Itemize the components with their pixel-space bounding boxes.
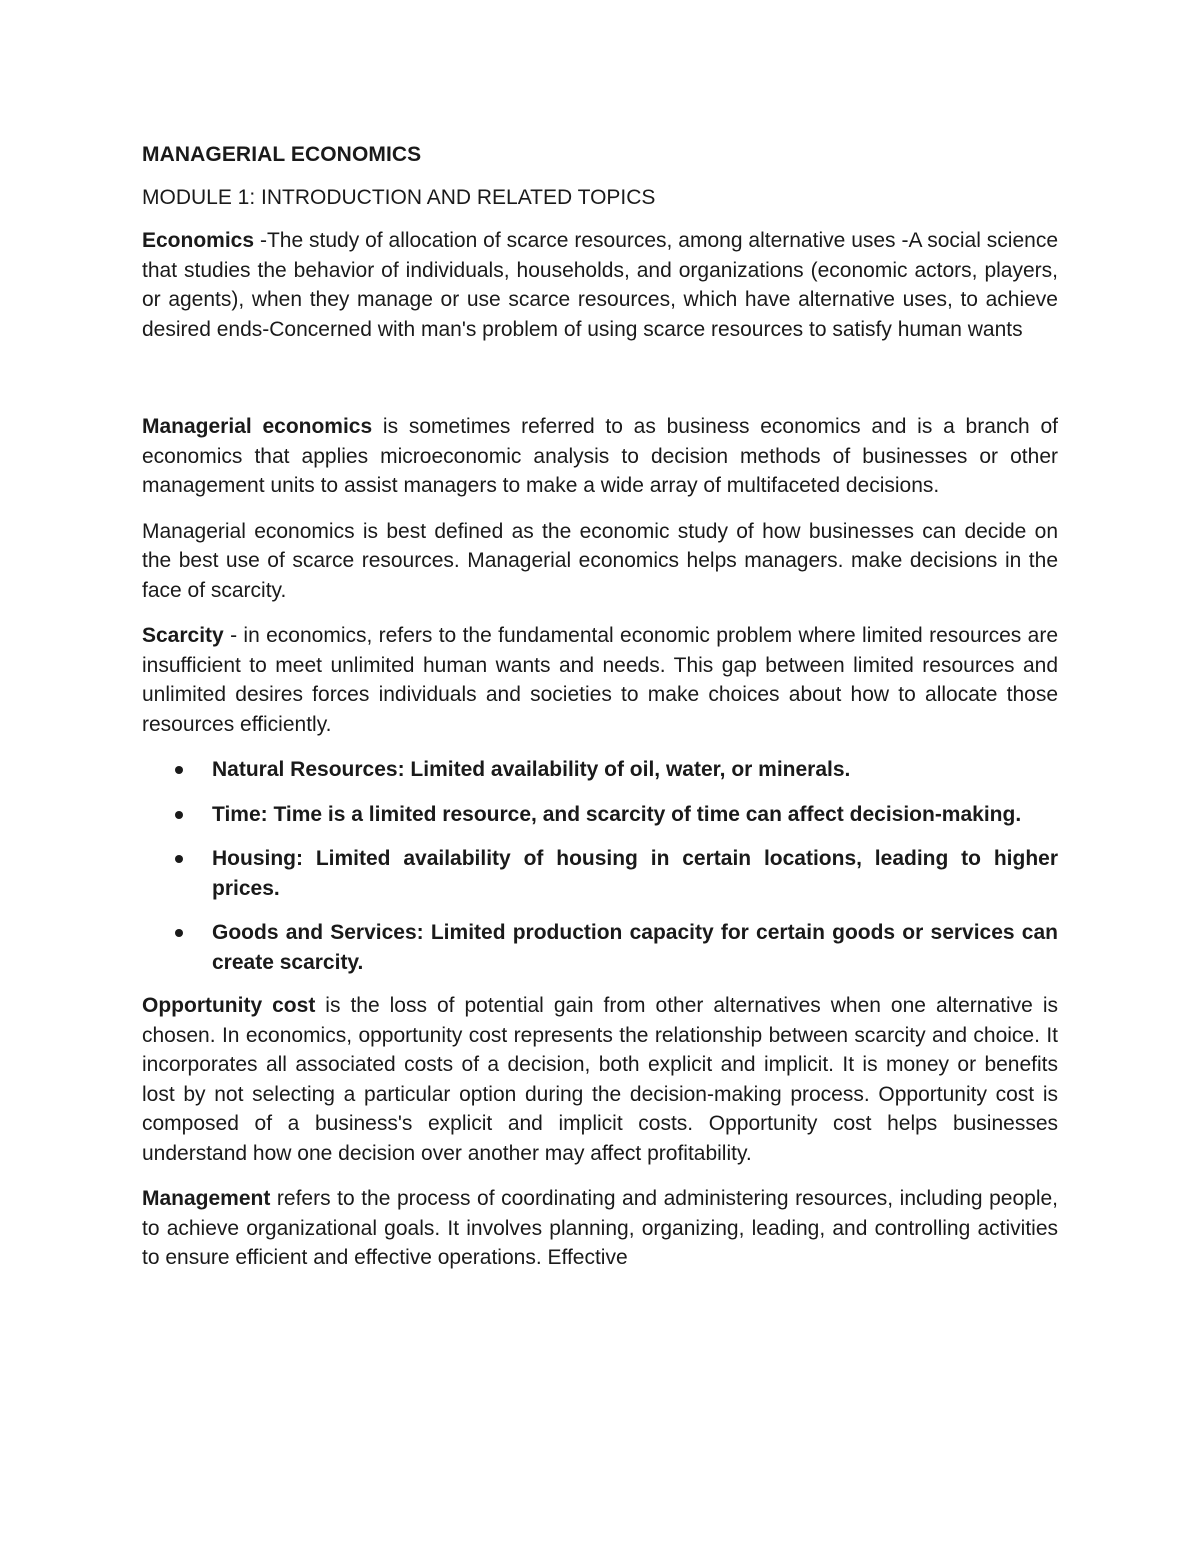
management-definition: refers to the process of coordinating and administering resources, including people, to achieve organizational goals. It involves planning, organizing, leading, and controlling activities to ensure efficient and effective operations. Effective bbox=[142, 1187, 1058, 1269]
document-page bbox=[142, 138, 1058, 1273]
opportunity-cost-definition: is the loss of potential gain from other alternatives when one alternative is chosen. In economics, opportunity cost represents the relationship between scarcity and choice. It incorporates all associated costs of a decision, both explicit and implicit. It is money or benefits lost by not selecting a particular option during the decision-making process. Opportunity cost is composed of a business's explicit and implicit costs. Opportunity cost helps businesses understand how one decision over another may affect profitability. bbox=[142, 994, 1058, 1165]
scarcity-paragraph bbox=[142, 621, 1058, 739]
list-item-text: Housing: Limited availability of housing in certain locations, leading to higher prices. bbox=[212, 847, 1058, 900]
bullet-icon bbox=[175, 766, 183, 774]
module-heading: MODULE 1: INTRODUCTION AND RELATED TOPICS bbox=[142, 186, 656, 209]
list-item bbox=[142, 800, 1058, 830]
management-paragraph bbox=[142, 1184, 1058, 1273]
managerial-economics-term: Managerial economics bbox=[142, 415, 373, 438]
list-item bbox=[142, 918, 1058, 977]
scarcity-definition: - in economics, refers to the fundamental economic problem where limited resources are insufficient to meet unlimited human wants and needs. This gap between limited resources and unlimited desires forces individuals and societies to make choices about how to allocate those resources efficiently. bbox=[142, 624, 1058, 736]
managerial-economics-defined-paragraph: Managerial economics is best defined as the economic study of how businesses can decide on the best use of scarce resources. Managerial economics helps managers. make decisions in the face of scarcity. bbox=[142, 519, 1058, 602]
management-term: Management bbox=[142, 1187, 271, 1210]
economics-paragraph bbox=[142, 226, 1058, 344]
list-item-text: Time: Time is a limited resource, and scarcity of time can affect decision-making. bbox=[212, 802, 1022, 826]
opportunity-cost-paragraph bbox=[142, 991, 1058, 1168]
scarcity-examples-list bbox=[142, 755, 1058, 977]
opportunity-cost-term: Opportunity cost bbox=[142, 994, 316, 1017]
managerial-economics-paragraph bbox=[142, 412, 1058, 501]
list-item bbox=[142, 844, 1058, 903]
economics-definition: -The study of allocation of scarce resources, among alternative uses -A social science that studies the behavior of individuals, households, and organizations (economic actors, players, or agents), when they manage or use scarce resources, which have alternative uses, to achieve desired ends-Concerned with man's problem of using scarce resources to satisfy human wants bbox=[142, 229, 1058, 341]
list-item bbox=[142, 755, 1058, 785]
bullet-icon bbox=[175, 855, 183, 863]
list-item-text: Goods and Services: Limited production capacity for certain goods or services can create scarcity. bbox=[212, 921, 1058, 974]
bullet-icon bbox=[175, 811, 183, 819]
managerial-economics-definition: is sometimes referred to as business economics and is a branch of economics that applies microeconomic analysis to decision methods of businesses or other management units to assist managers to make a wide array of multifaceted decisions. bbox=[142, 415, 1058, 497]
economics-term: Economics bbox=[142, 229, 255, 252]
bullet-icon bbox=[175, 929, 183, 937]
list-item-text: Natural Resources: Limited availability of oil, water, or minerals. bbox=[212, 758, 851, 781]
document-title: MANAGERIAL ECONOMICS bbox=[142, 143, 422, 166]
scarcity-term: Scarcity bbox=[142, 624, 224, 647]
